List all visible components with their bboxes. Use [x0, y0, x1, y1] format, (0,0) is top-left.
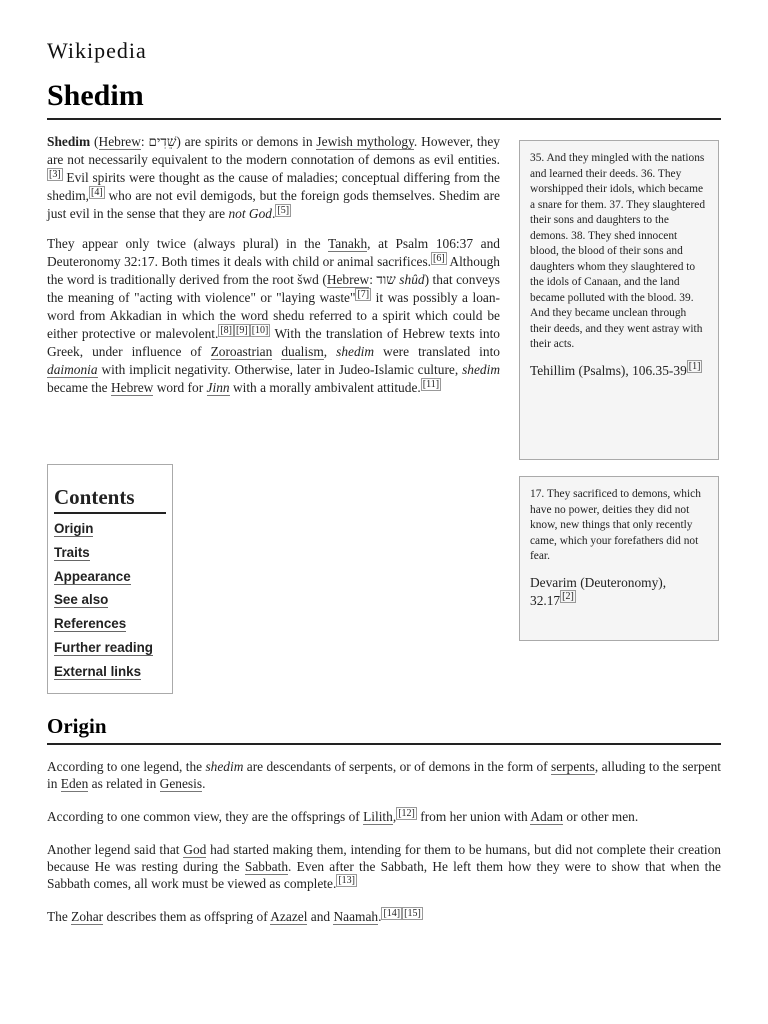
table-of-contents — [47, 464, 173, 694]
text: . — [378, 909, 382, 924]
link-hebrew[interactable]: Hebrew — [326, 272, 370, 287]
citation-3[interactable]: [3] — [49, 168, 61, 180]
link-jewish-mythology[interactable]: Jewish mythology — [316, 134, 414, 149]
text: , alluding to the serpent in — [47, 759, 722, 791]
text: The — [47, 909, 72, 924]
text: who are not evil demigods, but the foreign gods themselves. Shedim are just evil in the sense that they are — [47, 188, 500, 221]
link-azazel[interactable]: Azazel — [270, 909, 308, 924]
intro-column — [47, 133, 500, 409]
wikipedia-wordmark[interactable]: Wikipedia — [47, 38, 147, 63]
toc-list — [54, 520, 166, 687]
citation-15[interactable]: [15] — [404, 907, 421, 919]
quote-text: 17. They sacrificed to demons, which have no power, deities they did not know, new things that only recently came, which your forefathers did not fear. — [530, 488, 701, 562]
text: or other men. — [563, 809, 639, 824]
text: According to one legend, the — [47, 759, 206, 774]
link-dualism[interactable]: dualism — [281, 344, 324, 359]
toc-item-appearance[interactable]: Appearance — [54, 568, 131, 584]
toc-item-references[interactable]: References — [54, 616, 127, 632]
origin-paragraph-2 — [47, 808, 721, 825]
citation-10[interactable]: [10] — [251, 324, 269, 336]
link-jinn[interactable]: Jinn — [206, 380, 230, 395]
text: Evil spirits were thought as the cause of maladies; conceptual differing from the shedim, — [47, 170, 500, 203]
shud-italic: shûd — [399, 272, 425, 287]
hebrew-text: שֵׁדִים — [148, 134, 177, 149]
quote-source: Tehillim (Psalms), 106.35-39 [1] — [530, 361, 701, 378]
shedim-italic: shedim — [336, 344, 375, 359]
text: . However, they are not necessarily equivalent to the modern connotation of demons as evil entities. — [47, 134, 500, 167]
text: became the — [47, 380, 111, 395]
citation-14[interactable]: [14] — [383, 907, 401, 919]
citation-2[interactable]: [2] — [562, 591, 574, 603]
link-sabbath[interactable]: Sabbath — [244, 859, 289, 874]
citation-9[interactable]: [9] — [236, 324, 248, 336]
text: , at Psalm 106:37 and Deuteronomy 32:17. Both times it deals with child or animal sacrifices. — [47, 236, 500, 269]
quotebox-psalms — [519, 140, 719, 460]
toc-item-origin[interactable]: Origin — [54, 521, 94, 536]
link-naamah[interactable]: Naamah — [333, 909, 379, 924]
text: word for — [153, 380, 207, 395]
citation-6[interactable]: [6] — [433, 252, 445, 264]
shedim-italic: shedim — [462, 362, 500, 377]
text: According to one common view, they are the offsprings of — [47, 809, 364, 824]
text: it was possibly a loan-word from Akkadian in which the word shedu referred to a spirit which could be either protective or malevolent. — [47, 290, 500, 341]
text: , — [392, 809, 397, 824]
citation-7[interactable]: [7] — [357, 288, 370, 300]
page-title: Shedim — [47, 78, 721, 120]
text: describes them as offspring of — [103, 909, 271, 924]
toc-item-further-reading[interactable]: Further reading — [54, 639, 153, 655]
text: . — [202, 776, 206, 791]
citation-13[interactable]: [13] — [338, 874, 355, 886]
not-god-italic: not God — [228, 206, 272, 221]
text: Another legend said that — [47, 842, 184, 857]
text: are spirits or demons in — [180, 134, 317, 149]
toc-item-external-links[interactable]: External links — [54, 663, 142, 679]
toc-item-traits[interactable]: Traits — [54, 544, 90, 560]
hebrew-word: שוד — [376, 272, 396, 287]
intro-paragraph-1: Shedim (Hebrew: שֵׁדִים) are spirits or demons in Jewish mythology. However, they are not necessarily equivalent to the modern connotation of demons as evil entities.[3] Evil spirits were thought as the cause of maladies; conceptual differing from the shedim, [4] who are not evil demigods, but the foreign gods themselves. Shedim are just evil in the sense that they are not God. [5] — [47, 134, 500, 221]
text: Although the word is traditionally derived from the root šwd ( — [47, 254, 500, 287]
citation-8[interactable]: [8] — [220, 324, 233, 336]
text: with a morally ambivalent attitude. — [229, 380, 421, 395]
citation-4[interactable]: [4] — [91, 186, 103, 198]
text: They appear only twice (always plural) in the — [47, 236, 328, 251]
toc-heading: Contents — [54, 485, 166, 514]
link-genesis[interactable]: Genesis — [159, 776, 203, 791]
section-heading-origin: Origin — [47, 712, 721, 745]
term-bold: Shedim — [47, 134, 91, 149]
link-adam[interactable]: Adam — [530, 809, 564, 824]
origin-section — [47, 758, 721, 941]
quote-text: 35. And they mingled with the nations and learned their deeds. 36. They worshipped their idols, which became a snare for them. 37. They slaughtered their sons and daughters to the demons. 38. They shed innocent blood, the blood of their sons and daughters whom they slaughtered to the idols of Canaan, and the land became polluted with the blood. 39. And they became unclean through their deeds, and they went astray with their acts. — [530, 152, 706, 350]
text: from her union with — [416, 809, 531, 824]
link-eden[interactable]: Eden — [60, 776, 89, 791]
shedim-italic: shedim — [205, 759, 244, 774]
text: ) that conveys the meaning of "acting with violence" or "laying waste" — [47, 272, 500, 305]
link-hebrew[interactable]: Hebrew — [110, 380, 154, 395]
text: are descendants of serpents, or of demons in the form of — [243, 759, 552, 774]
toc-item-see-also[interactable]: See also — [54, 592, 109, 608]
text: and — [307, 909, 334, 924]
text: were translated into — [374, 344, 500, 359]
citation-1[interactable]: [1] — [688, 361, 701, 373]
link-god[interactable]: God — [183, 842, 207, 857]
link-zoroastrian[interactable]: Zoroastrian — [210, 344, 273, 359]
origin-paragraph-1 — [47, 758, 721, 792]
link-daimonia[interactable]: daimonia — [47, 362, 98, 377]
quote-source: Devarim (Deuteronomy), 32.17 [2] — [530, 574, 667, 608]
link-lilith[interactable]: Lilith — [363, 809, 393, 824]
citation-11[interactable]: [11] — [422, 378, 440, 390]
link-tanakh[interactable]: Tanakh — [327, 236, 368, 251]
text: as related in — [88, 776, 160, 791]
link-serpents[interactable]: serpents — [551, 759, 595, 774]
origin-paragraph-4 — [47, 908, 721, 925]
link-hebrew[interactable]: Hebrew — [98, 134, 141, 149]
text: . Even after the Sabbath, He left them how they were to show that when the Sabbath comes, all work must be viewed as complete. — [47, 859, 721, 891]
quotebox-deuteronomy — [519, 476, 719, 641]
intro-paragraph-2: They appear only twice (always plural) in the Tanakh, at Psalm 106:37 and Deuteronomy 32:17. Both times it deals with child or animal sacrifices. [6] Although the word is traditionally derived from the root šwd (Hebrew: שוד shûd) that conveys the meaning of "acting with violence" or "laying waste" [7] it was possibly a loan-word from Akkadian in which the word shedu referred to a spirit which could be either protective or malevolent. [8] [9] [10] With the translation of Hebrew texts into Greek, under influence of Zoroastrian dualism, shedim were translated into daimonia with implicit negativity. Otherwise, later in Judeo-Islamic culture, shedim became the Hebrew word for Jinn with a morally ambivalent attitude. [11] — [47, 236, 500, 395]
text: with implicit negativity. Otherwise, later in Judeo-Islamic culture, — [97, 362, 463, 377]
text: had started making them, intending for them to be humans, but did not complete their creation because He was resting during the — [47, 842, 721, 874]
origin-paragraph-3 — [47, 841, 721, 892]
citation-5[interactable]: [5] — [277, 204, 290, 216]
text: With the translation of Hebrew texts into Greek, under influence of — [47, 326, 500, 359]
text: , — [323, 344, 337, 359]
link-zohar[interactable]: Zohar — [71, 909, 104, 924]
citation-12[interactable]: [12] — [398, 807, 415, 819]
